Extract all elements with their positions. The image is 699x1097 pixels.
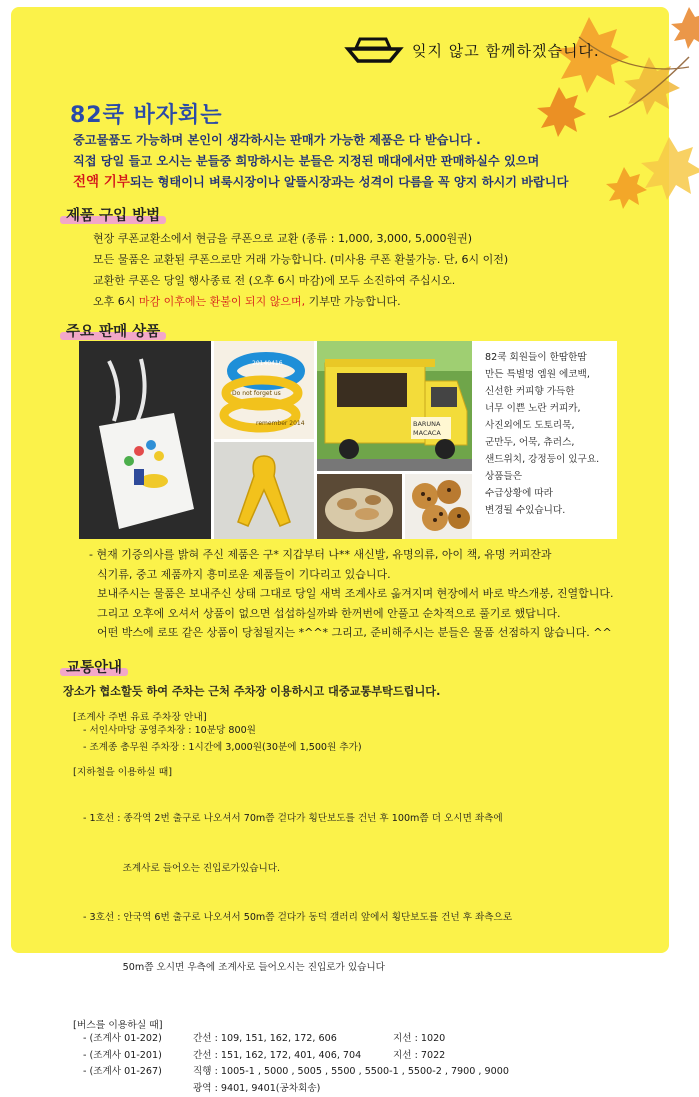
tote-bag-photo xyxy=(79,341,211,539)
note-line: 보내주시는 물품은 보내주신 상태 그대로 당일 새벽 조계사로 옮겨지며 현장에서 바로 박스개봉, 진열합니다. xyxy=(89,584,614,604)
bus-row: - (조계사 01-202) 간선 : 109, 151, 162, 172, 606 지선 : 1020 xyxy=(83,1031,512,1048)
note-line: 식기류, 중고 제품까지 흥미로운 제품들이 기다리고 있습니다. xyxy=(89,565,614,585)
section-heading-traffic: 교통안내 xyxy=(60,656,128,677)
page-title: 82쿡 바자회는 xyxy=(70,98,223,129)
bracelets-photo xyxy=(214,341,314,439)
traffic-info xyxy=(63,683,512,1097)
donation-notes xyxy=(89,545,614,643)
note-line: - 현재 기증의사를 밝혀 주신 제품은 구* 지갑부터 나** 새신발, 유명의류, 아이 책, 유명 커피잔과 xyxy=(89,545,614,565)
parking-item: - 조계종 총무원 주차장 : 1시간에 3,000원(30분에 1,500원 추가) xyxy=(83,740,512,757)
slogan xyxy=(346,35,600,65)
full-donation-highlight: 전액 기부 xyxy=(73,174,130,190)
subway-item: 조계사로 들어오는 진입로가있습니다. xyxy=(83,861,512,878)
bracelet-label: remember 2014 xyxy=(256,420,305,427)
poster xyxy=(11,7,669,953)
intro-line: 중고물품도 가능하며 본인이 생각하시는 판매가 가능한 제품은 다 받습니다 . xyxy=(73,130,568,151)
coffee-truck-photo xyxy=(317,341,472,471)
purchase-item: 교환한 쿠폰은 당일 행사종료 전 (오후 6시 마감)에 모두 소진하여 주십시오. xyxy=(93,270,508,291)
bus-title: [버스를 이용하실 때] xyxy=(73,1017,512,1031)
refund-warning: 마감 이후에는 환불이 되지 않으며, xyxy=(139,295,305,308)
intro-line: 직접 당일 들고 오시는 분들중 희망하시는 분들은 지정된 매대에서만 판매하실수 있으며 xyxy=(73,151,568,172)
subway-title: [지하철을 이용하실 때] xyxy=(73,764,512,778)
slogan-text: 잊지 않고 함께하겠습니다. xyxy=(412,40,600,61)
bus-row: 광역 : 9401, 9401(공차회송) xyxy=(83,1081,512,1097)
products-caption: 82쿡 회원들이 한땀한땀 만든 특별멍 엠원 에코백, 신선한 커피향 가득한 너무 이쁜 노란 커피카, 사진외에도 도토리묵, 군만두, 어묵, 츄러스, 샌드위치, 강정등이 있구요. 상품들은 수급상황에 따라 변경될 수있습니다. xyxy=(485,349,613,519)
yellow-ribbon-photo xyxy=(214,442,314,539)
subway-item: - 3호선 : 안국역 6번 출구로 나오셔서 50m쯤 걷다가 동덕 갤러리 앞에서 횡단보도를 건넌 후 좌측으로 xyxy=(83,910,512,927)
truck-sign: MACACA xyxy=(413,429,441,437)
purchase-item: 오후 6시 마감 이후에는 환불이 되지 않으며, 기부만 가능합니다. xyxy=(93,291,508,312)
bus-row: - (조계사 01-267) 직행 : 1005-1 , 5000 , 5005 , 5500 , 5500-1 , 5500-2 , 7900 , 9000 xyxy=(83,1064,512,1081)
subway-item: - 1호선 : 종각역 2번 출구로 나오셔서 70m쯤 걷다가 횡단보도를 건넌 후 100m쯤 더 오시면 좌측에 xyxy=(83,811,512,828)
purchase-list xyxy=(93,228,508,312)
note-line: 어떤 박스에 로또 같은 상품이 당첨될지는 *^^* 그리고, 준비해주시는 분들은 물품 선점하지 않습니다. ^^ xyxy=(89,623,614,643)
traffic-lead: 장소가 협소할듯 하여 주차는 근처 주차장 이용하시고 대중교통부탁드립니다. xyxy=(63,683,512,699)
paper-boat-icon xyxy=(346,35,402,65)
intro-line: 전액 기부되는 형태이니 벼룩시장이나 알뜰시장과는 성격이 다름을 꼭 양지 하시기 바랍니다 xyxy=(73,172,568,193)
note-line: 그리고 오후에 오셔서 상품이 없으면 섭섭하실까봐 한꺼번에 안풀고 순차적으로 풀기로 했답니다. xyxy=(89,604,614,624)
section-heading-purchase: 제품 구입 방법 xyxy=(60,204,166,225)
bracelet-label: Do not forget us xyxy=(232,390,281,397)
bus-row: - (조계사 01-201) 간선 : 151, 162, 172, 401, 406, 704 지선 : 7022 xyxy=(83,1048,512,1065)
section-heading-products: 주요 판매 상품 xyxy=(60,320,166,341)
parking-title: [조계사 주변 유료 주차장 안내] xyxy=(73,709,512,723)
cookies-photo xyxy=(405,474,472,539)
parking-item: - 서인사마당 공영주차장 : 10분당 800원 xyxy=(83,723,512,740)
bracelet-label: 20140416 xyxy=(252,360,283,367)
subway-item: 50m쯤 오시면 우측에 조계사로 들어오시는 진입로가 있습니다 xyxy=(83,960,512,977)
purchase-item: 현장 쿠폰교환소에서 현금을 쿠폰으로 교환 (종류 : 1,000, 3,000, 5,000원권) xyxy=(93,228,508,249)
snack-jar-photo xyxy=(317,474,402,539)
purchase-item: 모든 물품은 교환된 쿠폰으로만 거래 가능합니다. (미사용 쿠폰 환불가능. 단, 6시 이전) xyxy=(93,249,508,270)
intro-text xyxy=(73,130,568,193)
truck-sign: BARUNA xyxy=(413,420,441,428)
